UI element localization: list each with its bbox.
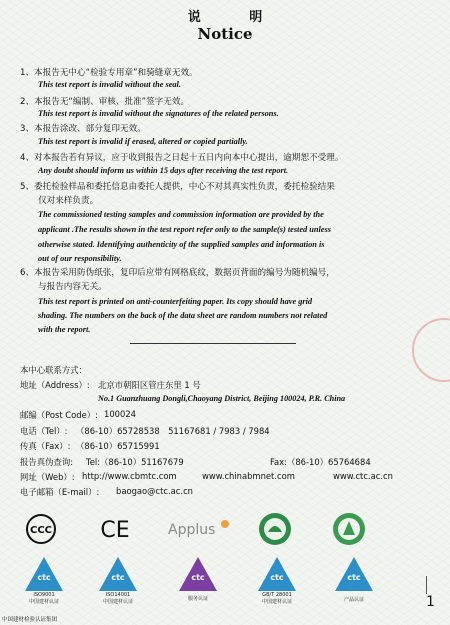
note-2-en: This test report is invalid without the signatures of the related persons. [38,109,279,118]
note-6-en-line-1: This test report is printed on anti-counterfeiting paper. Its copy should have grid [38,297,313,306]
applus-logo-text: Applus [168,522,216,538]
edge-mark [426,576,427,594]
ccc-mark-text: CCC [29,525,53,536]
postcode-value: 100024 [104,409,136,419]
applus-logo-icon [168,518,230,540]
report-query-tel: Tel:（86-10）51167679 [86,457,184,467]
fax-label: 传真（Fax）: [20,441,71,451]
page-title-cn: 说 明 [187,10,285,25]
web-link-1[interactable]: http://www.cbmtc.com [82,471,177,481]
ctc-text: ctc [347,573,361,582]
green-seal-1-icon [258,512,292,546]
web-link-2[interactable]: www.chinabmnet.com [202,471,295,481]
ctc-text: ctc [270,573,284,582]
ctc-text: ctc [191,573,205,582]
web-link-3[interactable]: www.ctc.ac.cn [333,471,393,481]
ctc-caption: 中国建材认证 [28,599,59,605]
ctc-caption: 中国建材认证 [261,599,292,605]
address-cn: 北京市朝阳区管庄东里 1 号 [98,380,201,390]
ctc-gbt28001-icon [257,556,297,592]
ctc-caption: 中国建材认证 [102,599,133,605]
ctc-caption: 服务认证 [187,596,208,602]
web-label: 网址（Web）: [20,472,75,482]
note-6-cn-line-1: 6、本报告采用防伪纸张，复印后应带有网格底纹，数据页背面的编号为随机编号， [20,268,335,278]
note-4-en: Any doubt should inform us within 15 days after receiving the test report. [38,166,289,175]
ctc-iso9001-icon [24,556,64,592]
seal-stamp-icon [412,318,450,382]
ctc-iso14001-icon [98,556,138,592]
ctc-text: ctc [37,573,51,582]
ce-mark-text: CE [100,518,130,542]
note-3-cn: 3、本报告涂改、部分复印无效。 [20,124,146,134]
report-query-label: 报告真伪查询: [20,457,74,467]
note-5-cn-line-1: 5、委托检验样品和委托信息由委托人提供，中心不对其真实性负责，委托检验结果 [20,182,335,192]
address-en: No.1 Guanzhuang Dongli,Chaoyang District, Beijing 100024, P.R. China [98,394,346,403]
page-title-en: Notice [197,25,253,43]
ccc-mark-icon [25,513,57,545]
note-5-cn-line-2: 仅对来样负责。 [38,196,99,206]
green-seal-2-icon [332,512,366,546]
ctc-caption-top: ISO14001 [105,592,131,598]
footer-text: 中国建材检验认证集团 [2,617,58,623]
note-1-cn: 1、本报告无中心“检验专用章”和骑缝章无效。 [20,68,198,78]
ctc-service-icon [178,556,218,592]
postcode-label: 邮编（Post Code）: [20,410,98,420]
email-label: 电子邮箱（E-mail）: [20,487,100,497]
ctc-caption-top: ISO9001 [33,592,55,598]
note-4-cn: 4、对本报告若有异议，应于收到报告之日起十五日内向本中心提出，逾期恕不受理。 [20,153,344,163]
page-number: 1 [426,594,435,610]
contact-heading: 本中心联系方式： [20,365,87,375]
note-5-en-line-1: The commissioned testing samples and commission information are provided by the [38,210,324,219]
ctc-caption: 产品认证 [343,597,364,603]
note-5-en-line-4: out of our responsibility. [38,254,122,263]
report-query-fax: Fax:（86-10）65764684 [270,457,371,467]
note-5-en-line-3: otherwise stated. Identifying authenticity of the supplied samples and information is [38,240,325,249]
ce-mark-icon [98,516,132,542]
note-1-en: This test report is invalid without the seal. [38,80,181,89]
ctc-text: ctc [111,573,125,582]
ctc-product-icon [334,556,374,592]
note-2-cn: 2、本报告无“编制、审核、批准”签字无效。 [20,97,190,107]
note-6-en-line-3: with the report. [38,325,91,334]
tel-label: 电话（Tel）: [20,426,68,436]
note-3-en: This test report is invalid if erased, altered or copied partially. [38,137,248,146]
email-value[interactable]: baogao@ctc.ac.cn [116,486,193,496]
note-6-en-line-2: shading. The numbers on the back of the data sheet are random numbers not related [38,311,328,320]
note-6-cn-line-2: 与报告内容无关。 [38,282,107,292]
note-5-en-line-2: applicant .The results shown in the test report refer only to the sample(s) tested unless [38,225,331,234]
divider [130,343,296,344]
ctc-caption-top: GB/T 28001 [262,592,292,598]
tel-value: （86-10）65728538 51167681 / 7983 / 7984 [76,426,270,436]
address-label: 地址（Address）: [20,380,90,390]
fax-value: （86-10）65715991 [76,441,160,451]
